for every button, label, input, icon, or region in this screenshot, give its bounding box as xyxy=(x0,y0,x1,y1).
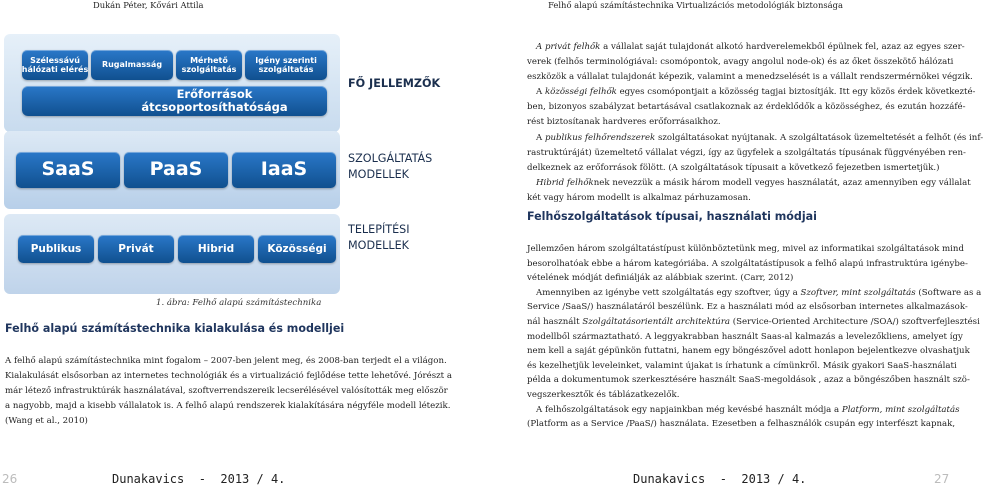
para-types-line: vételének módját definiálják az alábbiak szerint. (Carr, 2012) xyxy=(527,273,794,284)
para-private-line: verek (felhős terminológiával: csomópontok, avagy angolul node-ok) és az őket összekötő hálózati xyxy=(527,57,954,68)
chip-measured-service: Mérhető szolgáltatás xyxy=(176,50,242,80)
left-line: Kialakulását elsősorban az internetes technológiák és a virtualizáció fejlődése tette lehetővé. Jórészt a xyxy=(5,371,452,381)
cloud-models-figure xyxy=(4,30,456,302)
running-header-right: Felhő alapú számítástechnika Virtualizációs metodológiák biztonsága xyxy=(548,0,843,10)
label-main-characteristics: FŐ JELLEMZŐK xyxy=(348,77,441,90)
para-paas-line: A felhőszolgáltatások egy napjainkban még kevésbé használt módja a Platform, mint szolgáltatás xyxy=(536,404,960,415)
para-hybrid-line: két vagy három modellt is alkalmaz párhuzamosan. xyxy=(527,192,751,203)
journal-footer-left: Dunakavics - 2013 / 4. xyxy=(112,472,286,486)
para-saas-line: modellből származtatható. A leggyakrabban használt Saas-al kalmazás a levelezőkliens, amelyet így xyxy=(527,331,963,342)
label-deployment-models xyxy=(348,222,410,253)
chip-on-demand-service: Igény szerinti szolgáltatás xyxy=(245,50,327,80)
section-heading-right: Felhőszolgáltatások típusai, használati módjai xyxy=(527,210,817,223)
label-service-line1: SZOLGÁLTATÁS xyxy=(348,152,433,165)
label-service-models xyxy=(348,151,432,182)
left-line: a nagyobb, majd a kisebb vállalatok is. A felhő alapú rendszerek kialakítására négyféle modell létezik. xyxy=(5,401,451,411)
section-heading-left: Felhő alapú számítástechnika kialakulása és modelljei xyxy=(5,322,345,335)
para-saas-line: és kezelhetjük leveleinket, valamint újakat is írhatunk a címünkről. Másik gyakori SaaS-használati xyxy=(527,360,957,371)
para-public-line: A publikus felhőrendszerek szolgáltatásokat nyújtanak. A szolgáltatások üzemeltetését a felhőt (és inf- xyxy=(536,132,983,143)
chip-hybrid: Hibrid xyxy=(178,235,254,263)
para-saas-line: Service /SaaS/) használatáról beszélünk. Ez a használati mód az elsősorban internetes alkalmazások- xyxy=(527,302,968,313)
para-community-line: A közösségi felhők egyes csomópontjait a közösség tagjai biztosítják. Itt egy közös érdek következté- xyxy=(536,87,976,98)
running-header-left: Dukán Péter, Kővári Attila xyxy=(93,0,204,10)
left-body-text xyxy=(5,354,452,429)
page-number-right: 27 xyxy=(934,472,950,486)
journal-footer-right: Dunakavics - 2013 / 4. xyxy=(633,472,807,486)
para-paas-line: (Platform as a Service /PaaS/) használata. Ezesetben a felhasználók csupán egy interfészt kapnak, xyxy=(527,419,956,430)
left-line: már létező infrastruktúrák használatával, szoftverrendszereik lecserélésével valósították meg először xyxy=(5,386,448,396)
figure-caption: 1. ábra: Felhő alapú számítástechnika xyxy=(156,298,322,308)
para-types-line: Jellemzően három szolgáltatástípust különböztetünk meg, mivel az informatikai szolgáltatások mind xyxy=(527,244,964,254)
left-line: (Wang et al., 2010) xyxy=(5,416,88,426)
label-deploy-line2: MODELLEK xyxy=(348,238,410,252)
para-saas-line: vegszerkesztők és táblázatkezelők. xyxy=(527,389,680,400)
para-community-line: rést biztosítanak hardveres erőforrásaikhoz. xyxy=(527,117,721,128)
chip-paas: PaaS xyxy=(124,152,228,188)
label-deploy-line1: TELEPÍTÉSI xyxy=(348,223,410,236)
para-saas-line: nál használt Szolgáltatásorientált architektúra (Service-Oriented Architecture /SOA/) szoftverfejlesztési xyxy=(527,316,980,327)
para-private-line: eszközök a vállalat tulajdonát képezik, valamint a menedzselését is a vállalt rendszermérnökei végzik. xyxy=(527,72,973,83)
right-body-bottom xyxy=(527,242,982,432)
page-number-left: 26 xyxy=(2,472,18,486)
chip-private: Privát xyxy=(98,235,174,263)
para-community-line: ben, bizonyos szabályzat betartásával csatlakoznak az érdeklődők a közösséghez, és ezután hozzáfé- xyxy=(527,102,966,113)
label-service-line2: MODELLEK xyxy=(348,167,410,181)
chip-community: Közösségi xyxy=(258,235,336,263)
para-public-line: rastruktúráját) üzemeltető vállalat végzi, így az ügyfelek a szolgáltatás típusának függvényében ren- xyxy=(527,147,966,158)
para-saas-line: nem kell a saját gépünkön futtatni, hanem egy böngészővel adott honlapon bejelentkezve olvashatjuk xyxy=(527,346,970,357)
chip-saas: SaaS xyxy=(16,152,120,188)
para-public-line: delkeznek az erőforrások fölött. (A szolgáltatások típusait a következő fejezetben ismertetjük.) xyxy=(527,162,940,173)
figure-band-characteristics xyxy=(4,34,340,132)
left-line: A felhő alapú számítástechnika mint fogalom – 2007-ben jelent meg, és 2008-ban terjedt el a világon. xyxy=(5,356,447,366)
para-private-line: A privát felhők a vállalat saját tulajdonát alkotó hardverelemekből épülnek fel, azaz az egyes szer- xyxy=(536,42,965,52)
chip-broadband-access: Szélessávú hálózati elérés xyxy=(22,50,88,80)
chip-iaas: IaaS xyxy=(232,152,336,188)
chip-elasticity: Rugalmasság xyxy=(91,50,173,80)
para-saas-line: példa a dokumentumok szerkesztésére használt SaaS-megoldások , azaz a böngészőben használt szö- xyxy=(527,375,970,386)
chip-resource-pooling: Erőforrások átcsoportosíthatósága xyxy=(22,86,327,116)
para-saas-line: Amennyiben az igénybe vett szolgáltatás egy szoftver, úgy a Szoftver, mint szolgáltatás (Software as a xyxy=(536,287,982,298)
chip-public: Publikus xyxy=(18,235,94,263)
right-body-top xyxy=(527,40,983,206)
para-types-line: besorolhatóak ebbe a három kategóriába. A szolgáltatástípusok a felhő alapú infrastruktúra igénybe- xyxy=(527,258,968,269)
para-hybrid-line: Hibrid felhőknek nevezzük a másik három modell vegyes használatát, azaz amennyiben egy vállalat xyxy=(536,177,971,188)
